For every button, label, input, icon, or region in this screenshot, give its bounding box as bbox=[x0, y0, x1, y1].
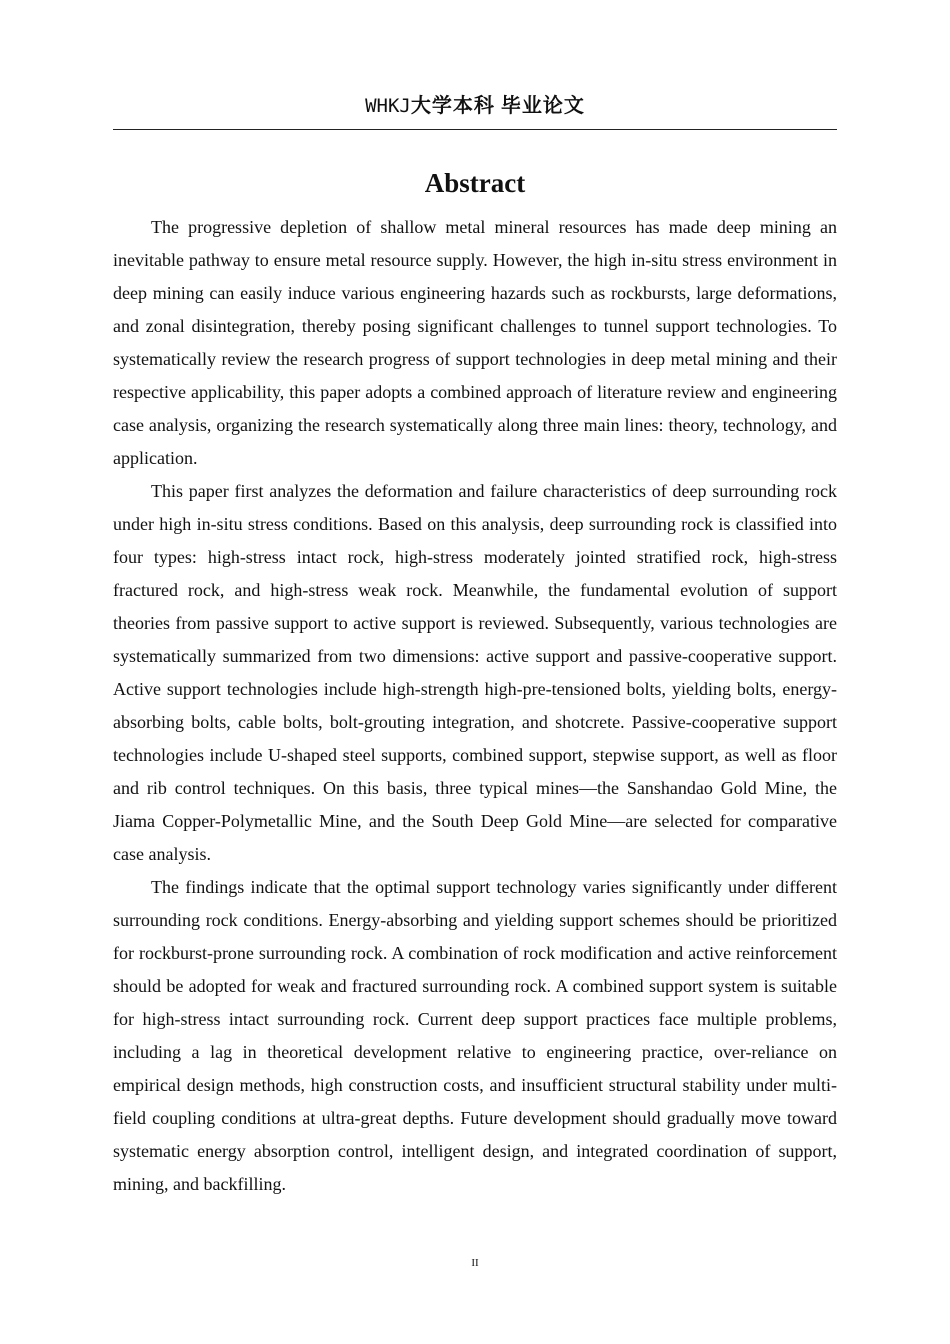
page-number: II bbox=[471, 1257, 479, 1269]
header-rule bbox=[113, 129, 837, 130]
abstract-paragraph-2: This paper first analyzes the deformation and failure characteristics of deep surrounding rock under high in-situ stress conditions. Based on this analysis, deep surrounding rock is classified into four types: high-stress intact rock, high-stress moderately jointed stratified rock, high-stress fractured rock, and high-stress weak rock. Meanwhile, the fundamental evolution of support theories from passive support to active support is reviewed. Subsequently, various technologies are systematically summarized from two dimensions: active support and passive-cooperative support. Active support technologies include high-strength high-pre-tensioned bolts, yielding bolts, energy-absorbing bolts, cable bolts, bolt-grouting integration, and shotcrete. Passive-cooperative support technologies include U-shaped steel supports, combined support, stepwise support, as well as floor and rib control techniques. On this basis, three typical mines—the Sanshandao Gold Mine, the Jiama Copper-Polymetallic Mine, and the South Deep Gold Mine—are selected for comparative case analysis. bbox=[113, 481, 837, 864]
header-chinese-text: 大学本科 毕业论文 bbox=[410, 95, 585, 117]
header-latin-text: WHKJ bbox=[365, 95, 411, 117]
abstract-paragraph-1: The progressive depletion of shallow metal mineral resources has made deep mining an inevitable pathway to ensure metal resource supply. However, the high in-situ stress environment in deep mining can easily induce various engineering hazards such as rockbursts, large deformations, and zonal disintegration, thereby posing significant challenges to tunnel support technologies. To systematically review the research progress of support technologies in deep metal mining and their respective applicability, this paper adopts a combined approach of literature review and engineering case analysis, organizing the research systematically along three main lines: theory, technology, and application. bbox=[113, 217, 837, 468]
page-header bbox=[113, 93, 837, 119]
page-title: Abstract bbox=[424, 168, 526, 198]
abstract-body bbox=[113, 211, 837, 1201]
abstract-paragraph-3: The findings indicate that the optimal support technology varies significantly under different surrounding rock conditions. Energy-absorbing and yielding support schemes should be prioritized for rockburst-prone surrounding rock. A combination of rock modification and active reinforcement should be adopted for weak and fractured surrounding rock. A combined support system is suitable for high-stress intact surrounding rock. Current deep support practices face multiple problems, including a lag in theoretical development relative to engineering practice, over-reliance on empirical design methods, high construction costs, and insufficient structural stability under multi-field coupling conditions at ultra-great depths. Future development should gradually move toward systematic energy absorption control, intelligent design, and integrated coordination of support, mining, and backfilling. bbox=[113, 877, 837, 1194]
